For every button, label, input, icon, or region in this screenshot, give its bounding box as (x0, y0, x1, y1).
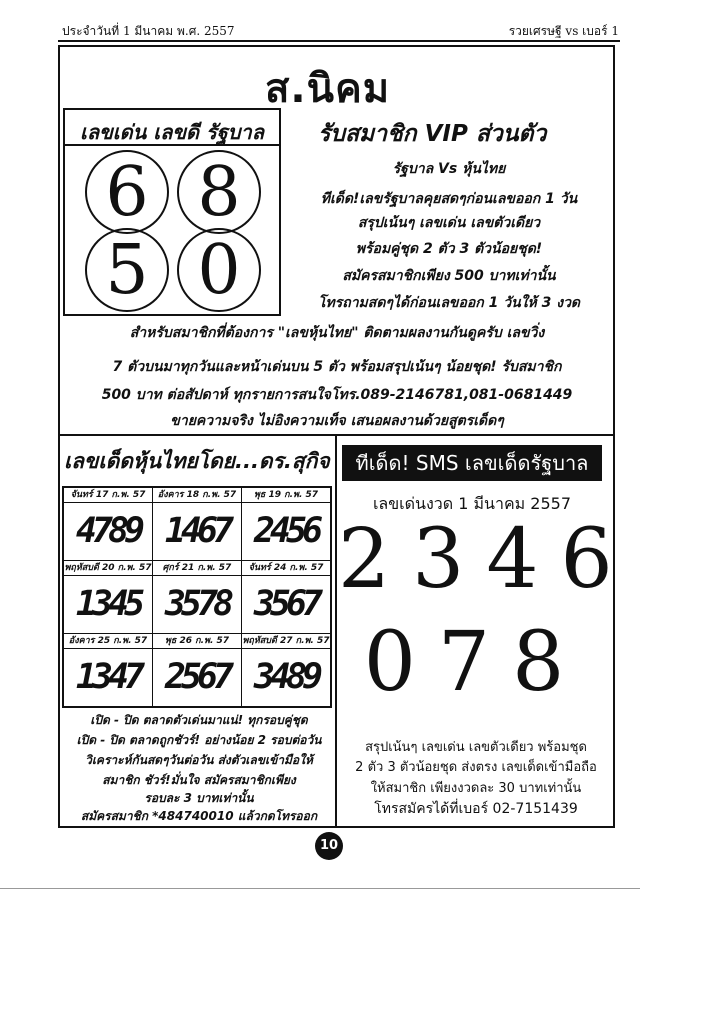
stock-cell-date: พฤหัสบดี 27 ก.พ. 57 (242, 634, 330, 649)
header-rule (58, 40, 620, 42)
stock-cell (153, 634, 241, 706)
stock-note: รอบละ 3 บาทเท่านั้น (144, 791, 254, 805)
sms-line: สรุปเน้นๆ เลขเด่น เลขตัวเดียว พร้อมชุด (365, 740, 587, 755)
vip-title: รับสมาชิก VIP ส่วนตัว (318, 121, 547, 147)
column-divider (335, 434, 337, 828)
lucky-box-divider (65, 144, 279, 146)
stock-cell-number: 1347 (75, 657, 141, 697)
stock-cell-number: 2456 (253, 511, 319, 551)
stock-cell-date: พุธ 19 ก.พ. 57 (242, 488, 330, 503)
stock-cell-number: 3567 (253, 584, 319, 624)
sms-line: 2 ตัว 3 ตัวน้อยชุด ส่งตรง เลขเด็ดเข้ามือถือ (355, 760, 597, 775)
stock-note: วิเคราะห์กันสดๆวันต่อวัน ส่งตัวเลขเข้ามือให้ (85, 753, 313, 767)
stock-note: สมาชิก ชัวร์!มั่นใจ สมัครสมาชิกเพียง (102, 773, 296, 787)
stock-cell-number: 2567 (164, 657, 230, 697)
stock-cell (64, 488, 152, 560)
vip-line: สรุปเน้นๆ เลขเด่น เลขตัวเดียว (357, 215, 541, 231)
stock-cell (242, 561, 330, 633)
stock-note: เปิด - ปิด ตลาดตัวเด่นมาแน่! ทุกรอบคู่ชุด (90, 713, 308, 727)
stock-cell-date: พุธ 26 ก.พ. 57 (153, 634, 241, 649)
vip-line: พร้อมคู่ชุด 2 ตัว 3 ตัวน้อยชุด! (355, 241, 543, 257)
stock-cell-date: จันทร์ 24 ก.พ. 57 (242, 561, 330, 576)
stock-cell (242, 488, 330, 560)
stock-note: สมัครสมาชิก *484740010 แล้วกดโทรออก (80, 809, 318, 823)
stock-cell (242, 634, 330, 706)
page-number: 10 (315, 832, 343, 860)
vip-line: รัฐบาล Vs หุ้นไทย (392, 161, 506, 177)
sms-title: ทีเด็ด! SMS เลขเด็ดรัฐบาล (342, 445, 602, 481)
header-publication: รวยเศรษฐี vs เบอร์ 1 (508, 24, 619, 38)
stock-cell-date: อังคาร 18 ก.พ. 57 (153, 488, 241, 503)
stock-cell-date: อังคาร 25 ก.พ. 57 (64, 634, 152, 649)
sms-date: เลขเด่นงวด 1 มีนาคม 2557 (372, 494, 572, 513)
vip-line: โทรถามสดๆได้ก่อนเลขออก 1 วันให้ 3 งวด (317, 295, 581, 311)
page-edge-line (0, 888, 640, 889)
promo-line: สำหรับสมาชิกที่ต้องการ "เลขหุ้นไทย" ติดตามผลงานกันดูครับ เลขวิ่ง (129, 325, 545, 341)
sms-numbers-top: 2346 (338, 512, 635, 607)
promo-line: 7 ตัวบนมาทุกวันและหน้าเด่นบน 5 ตัว พร้อมสรุปเน้นๆ น้อยชุด! รับสมาชิก (112, 359, 562, 375)
stock-cell-number: 3489 (253, 657, 319, 697)
promo-line: ขายความจริง ไม่อิงความเท็จ เสนอผลงานด้วยสูตรเด็ดๆ (170, 413, 504, 429)
header-date: ประจำวันที่ 1 มีนาคม พ.ศ. 2557 (62, 24, 235, 38)
stock-cell-number: 3578 (164, 584, 230, 624)
lucky-number-box (63, 108, 281, 316)
stock-cell-date: ศุกร์ 21 ก.พ. 57 (153, 561, 241, 576)
vip-line: สมัครสมาชิกเพียง 500 บาทเท่านั้น (342, 268, 556, 284)
stock-cell (153, 488, 241, 560)
sms-numbers-bottom: 078 (363, 615, 587, 710)
lucky-digit-1: 6 (85, 150, 169, 234)
lucky-digit-4: 0 (177, 228, 261, 312)
stock-cell (64, 634, 152, 706)
stock-section-title: เลขเด็ดหุ้นไทยโดย...ดร.สุกิจ (64, 449, 330, 473)
lucky-digit-3: 5 (85, 228, 169, 312)
sms-line: ให้สมาชิก เพียงงวดละ 30 บาทเท่านั้น (370, 781, 582, 796)
vip-line: ทีเด็ด!เลขรัฐบาลคุยสดๆก่อนเลขออก 1 วัน (320, 191, 578, 207)
stock-number-grid (62, 486, 332, 708)
stock-cell-number: 4789 (75, 511, 141, 551)
brand-title: ส.นิคม (265, 66, 391, 112)
lucky-box-title: เลขเด่น เลขดี รัฐบาล (80, 120, 264, 144)
stock-cell-date: พฤหัสบดี 20 ก.พ. 57 (64, 561, 152, 576)
sms-phone-line: โทรสมัครได้ที่เบอร์ 02-7151439 (374, 801, 578, 817)
stock-cell (153, 561, 241, 633)
stock-cell-number: 1467 (164, 511, 230, 551)
stock-cell (64, 561, 152, 633)
stock-note: เปิด - ปิด ตลาดถูกชัวร์! อย่างน้อย 2 รอบต่อวัน (76, 733, 322, 747)
promo-line: 500 บาท ต่อสัปดาห์ ทุกรายการสนใจโทร.089-2146781,081-0681449 (101, 387, 573, 403)
stock-cell-date: จันทร์ 17 ก.พ. 57 (64, 488, 152, 503)
stock-cell-number: 1345 (75, 584, 141, 624)
lucky-digit-2: 8 (177, 150, 261, 234)
